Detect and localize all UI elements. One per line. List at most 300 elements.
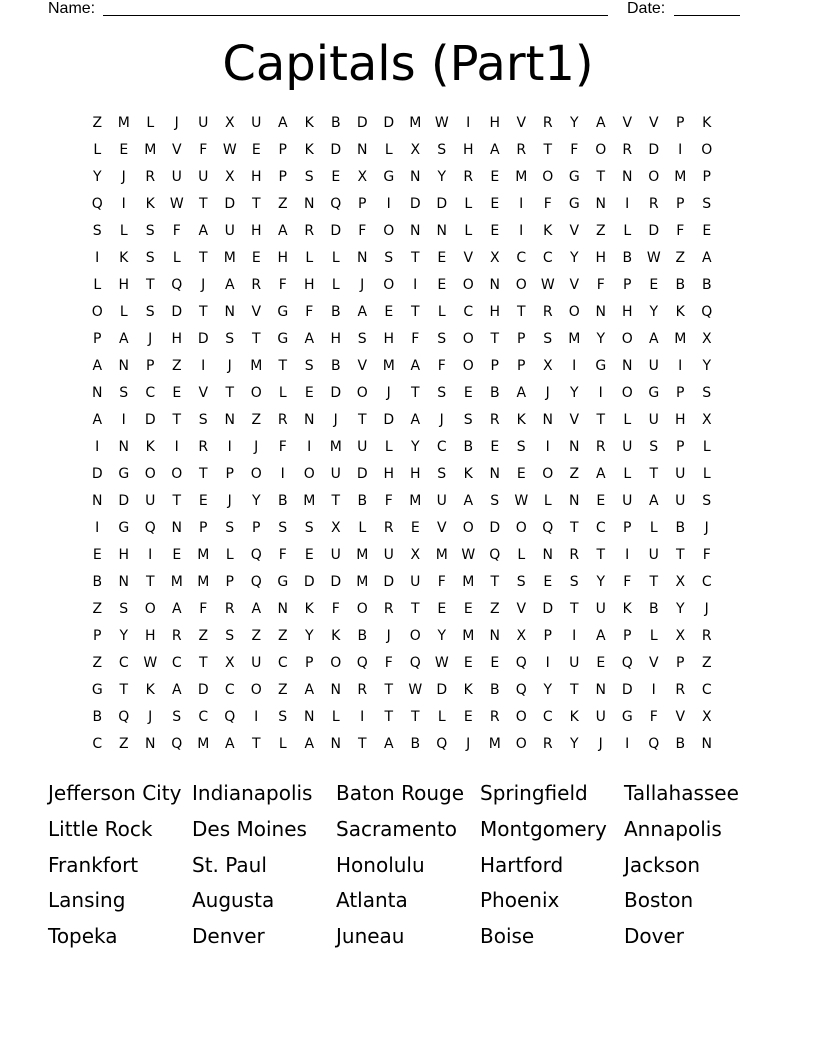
- grid-letter[interactable]: H: [303, 277, 315, 293]
- grid-letter[interactable]: P: [278, 142, 287, 158]
- grid-letter[interactable]: M: [356, 547, 369, 563]
- grid-letter[interactable]: I: [95, 520, 100, 536]
- grid-letter[interactable]: V: [569, 223, 580, 239]
- grid-letter[interactable]: V: [516, 601, 527, 617]
- grid-letter[interactable]: L: [331, 709, 340, 725]
- grid-letter[interactable]: T: [384, 709, 394, 725]
- grid-letter[interactable]: S: [543, 331, 553, 347]
- grid-letter[interactable]: R: [701, 628, 712, 644]
- grid-letter[interactable]: R: [516, 142, 527, 158]
- grid-letter[interactable]: Q: [224, 709, 236, 725]
- grid-letter[interactable]: O: [409, 628, 421, 644]
- grid-letter[interactable]: M: [144, 142, 157, 158]
- grid-letter[interactable]: D: [330, 142, 342, 158]
- grid-letter[interactable]: X: [701, 709, 712, 725]
- grid-letter[interactable]: X: [675, 574, 686, 590]
- grid-letter[interactable]: Z: [277, 196, 288, 212]
- grid-letter[interactable]: N: [436, 223, 447, 239]
- grid-letter[interactable]: W: [514, 493, 529, 509]
- grid-letter[interactable]: A: [304, 736, 315, 752]
- grid-letter[interactable]: Z: [595, 223, 606, 239]
- grid-letter[interactable]: P: [305, 655, 314, 671]
- grid-letter[interactable]: I: [95, 250, 100, 266]
- grid-letter[interactable]: M: [117, 115, 130, 131]
- grid-letter[interactable]: L: [225, 547, 234, 563]
- grid-letter[interactable]: S: [92, 223, 102, 239]
- grid-letter[interactable]: S: [437, 142, 447, 158]
- grid-letter[interactable]: E: [198, 493, 208, 509]
- grid-letter[interactable]: T: [569, 682, 579, 698]
- grid-letter[interactable]: L: [543, 493, 552, 509]
- grid-letter[interactable]: Z: [277, 682, 288, 698]
- grid-letter[interactable]: P: [225, 574, 234, 590]
- grid-letter[interactable]: F: [676, 223, 685, 239]
- grid-letter[interactable]: V: [569, 277, 580, 293]
- grid-letter[interactable]: I: [572, 628, 577, 644]
- grid-letter[interactable]: J: [148, 709, 153, 725]
- grid-letter[interactable]: Y: [543, 682, 553, 698]
- grid-letter[interactable]: S: [437, 331, 447, 347]
- grid-letter[interactable]: E: [490, 196, 500, 212]
- grid-letter[interactable]: K: [145, 439, 155, 455]
- grid-letter[interactable]: N: [277, 601, 288, 617]
- grid-letter[interactable]: T: [490, 331, 500, 347]
- grid-letter[interactable]: G: [277, 574, 289, 590]
- grid-letter[interactable]: J: [201, 277, 206, 293]
- grid-letter[interactable]: T: [225, 385, 235, 401]
- grid-letter[interactable]: C: [542, 250, 553, 266]
- grid-letter[interactable]: S: [516, 574, 526, 590]
- grid-letter[interactable]: N: [595, 196, 606, 212]
- grid-letter[interactable]: I: [545, 439, 550, 455]
- grid-letter[interactable]: T: [543, 142, 553, 158]
- grid-letter[interactable]: C: [463, 304, 474, 320]
- grid-letter[interactable]: O: [144, 601, 156, 617]
- grid-letter[interactable]: R: [383, 601, 394, 617]
- grid-letter[interactable]: T: [198, 250, 208, 266]
- grid-letter[interactable]: F: [199, 142, 208, 158]
- grid-letter[interactable]: L: [437, 304, 446, 320]
- grid-letter[interactable]: A: [410, 412, 421, 428]
- grid-letter[interactable]: H: [595, 250, 607, 266]
- grid-letter[interactable]: D: [621, 682, 633, 698]
- grid-letter[interactable]: A: [251, 601, 262, 617]
- grid-letter[interactable]: F: [437, 574, 446, 590]
- grid-letter[interactable]: F: [543, 196, 552, 212]
- grid-letter[interactable]: B: [489, 385, 500, 401]
- grid-letter[interactable]: Q: [542, 520, 554, 536]
- grid-letter[interactable]: E: [119, 142, 129, 158]
- grid-letter[interactable]: T: [410, 709, 420, 725]
- grid-letter[interactable]: R: [383, 520, 394, 536]
- grid-letter[interactable]: I: [625, 547, 630, 563]
- grid-letter[interactable]: S: [304, 169, 314, 185]
- grid-letter[interactable]: C: [436, 439, 447, 455]
- grid-letter[interactable]: L: [331, 250, 340, 266]
- grid-letter[interactable]: Y: [119, 628, 129, 644]
- grid-letter[interactable]: Q: [250, 547, 262, 563]
- grid-letter[interactable]: M: [515, 169, 528, 185]
- grid-letter[interactable]: F: [570, 142, 579, 158]
- grid-letter[interactable]: A: [224, 736, 235, 752]
- grid-letter[interactable]: D: [118, 493, 130, 509]
- grid-letter[interactable]: S: [384, 250, 394, 266]
- grid-letter[interactable]: F: [649, 709, 658, 725]
- grid-letter[interactable]: F: [437, 358, 446, 374]
- grid-letter[interactable]: D: [489, 520, 501, 536]
- grid-letter[interactable]: U: [622, 493, 633, 509]
- grid-letter[interactable]: B: [463, 439, 474, 455]
- grid-letter[interactable]: T: [410, 385, 420, 401]
- grid-letter[interactable]: H: [383, 466, 395, 482]
- grid-letter[interactable]: O: [383, 223, 395, 239]
- grid-letter[interactable]: U: [145, 493, 156, 509]
- grid-letter[interactable]: T: [596, 169, 606, 185]
- grid-letter[interactable]: Q: [515, 682, 527, 698]
- grid-letter[interactable]: S: [304, 520, 314, 536]
- grid-letter[interactable]: C: [542, 709, 553, 725]
- grid-letter[interactable]: G: [118, 466, 130, 482]
- grid-letter[interactable]: R: [489, 412, 500, 428]
- grid-letter[interactable]: P: [676, 439, 685, 455]
- grid-letter[interactable]: C: [701, 574, 712, 590]
- date-blank-line[interactable]: [674, 15, 740, 16]
- grid-letter[interactable]: I: [413, 277, 418, 293]
- grid-letter[interactable]: Z: [489, 601, 500, 617]
- grid-letter[interactable]: R: [595, 439, 606, 455]
- grid-letter[interactable]: T: [596, 547, 606, 563]
- grid-letter[interactable]: A: [118, 331, 129, 347]
- grid-letter[interactable]: V: [569, 412, 580, 428]
- grid-letter[interactable]: F: [702, 547, 711, 563]
- grid-letter[interactable]: R: [675, 682, 686, 698]
- grid-letter[interactable]: D: [224, 196, 236, 212]
- grid-letter[interactable]: X: [489, 250, 500, 266]
- grid-letter[interactable]: C: [145, 385, 156, 401]
- grid-letter[interactable]: A: [383, 736, 394, 752]
- grid-letter[interactable]: Q: [118, 709, 130, 725]
- grid-letter[interactable]: I: [572, 358, 577, 374]
- grid-letter[interactable]: V: [251, 304, 262, 320]
- grid-letter[interactable]: A: [304, 682, 315, 698]
- grid-letter[interactable]: T: [172, 493, 182, 509]
- grid-letter[interactable]: A: [463, 493, 474, 509]
- grid-letter[interactable]: Y: [596, 574, 606, 590]
- grid-letter[interactable]: R: [622, 142, 633, 158]
- grid-letter[interactable]: Q: [144, 520, 156, 536]
- grid-letter[interactable]: S: [145, 223, 155, 239]
- grid-letter[interactable]: E: [251, 250, 261, 266]
- grid-letter[interactable]: O: [515, 277, 527, 293]
- grid-letter[interactable]: Y: [437, 169, 447, 185]
- grid-letter[interactable]: G: [383, 169, 395, 185]
- grid-letter[interactable]: N: [304, 412, 315, 428]
- grid-letter[interactable]: O: [568, 304, 580, 320]
- grid-letter[interactable]: H: [118, 547, 130, 563]
- grid-letter[interactable]: B: [357, 628, 368, 644]
- grid-letter[interactable]: B: [489, 682, 500, 698]
- grid-letter[interactable]: L: [384, 439, 393, 455]
- grid-letter[interactable]: O: [250, 466, 262, 482]
- grid-letter[interactable]: D: [436, 682, 448, 698]
- grid-letter[interactable]: E: [172, 385, 182, 401]
- grid-letter[interactable]: K: [516, 412, 526, 428]
- grid-letter[interactable]: N: [595, 304, 606, 320]
- grid-letter[interactable]: X: [357, 169, 368, 185]
- grid-letter[interactable]: T: [649, 466, 659, 482]
- grid-letter[interactable]: O: [171, 466, 183, 482]
- grid-letter[interactable]: C: [171, 655, 182, 671]
- grid-letter[interactable]: O: [542, 169, 554, 185]
- grid-letter[interactable]: O: [515, 520, 527, 536]
- grid-letter[interactable]: E: [490, 169, 500, 185]
- grid-letter[interactable]: G: [118, 520, 130, 536]
- grid-letter[interactable]: Z: [277, 628, 288, 644]
- grid-letter[interactable]: S: [119, 385, 129, 401]
- grid-letter[interactable]: I: [307, 439, 312, 455]
- grid-letter[interactable]: N: [542, 547, 553, 563]
- grid-letter[interactable]: E: [437, 277, 447, 293]
- grid-letter[interactable]: H: [621, 304, 633, 320]
- grid-letter[interactable]: K: [543, 223, 553, 239]
- grid-letter[interactable]: G: [568, 196, 580, 212]
- grid-letter[interactable]: Z: [92, 601, 103, 617]
- grid-letter[interactable]: L: [305, 250, 314, 266]
- grid-letter[interactable]: Q: [621, 655, 633, 671]
- grid-letter[interactable]: S: [145, 250, 155, 266]
- grid-letter[interactable]: P: [146, 358, 155, 374]
- grid-letter[interactable]: S: [119, 601, 129, 617]
- grid-letter[interactable]: U: [330, 466, 341, 482]
- grid-letter[interactable]: P: [252, 520, 261, 536]
- grid-letter[interactable]: R: [198, 439, 209, 455]
- grid-letter[interactable]: M: [197, 547, 210, 563]
- grid-letter[interactable]: O: [250, 682, 262, 698]
- grid-letter[interactable]: C: [516, 250, 527, 266]
- grid-letter[interactable]: Q: [409, 655, 421, 671]
- grid-letter[interactable]: X: [701, 331, 712, 347]
- grid-letter[interactable]: K: [675, 304, 685, 320]
- grid-letter[interactable]: E: [410, 520, 420, 536]
- grid-letter[interactable]: T: [251, 736, 261, 752]
- grid-letter[interactable]: U: [595, 601, 606, 617]
- grid-letter[interactable]: U: [251, 655, 262, 671]
- grid-letter[interactable]: M: [170, 574, 183, 590]
- grid-letter[interactable]: Y: [702, 358, 712, 374]
- grid-letter[interactable]: O: [383, 277, 395, 293]
- grid-letter[interactable]: X: [410, 547, 421, 563]
- grid-letter[interactable]: X: [542, 358, 553, 374]
- grid-letter[interactable]: U: [595, 709, 606, 725]
- grid-letter[interactable]: B: [92, 574, 103, 590]
- grid-letter[interactable]: Z: [251, 412, 262, 428]
- grid-letter[interactable]: O: [330, 655, 342, 671]
- grid-letter[interactable]: I: [360, 709, 365, 725]
- grid-letter[interactable]: P: [623, 628, 632, 644]
- grid-letter[interactable]: L: [93, 142, 102, 158]
- grid-letter[interactable]: G: [91, 682, 103, 698]
- grid-letter[interactable]: L: [464, 223, 473, 239]
- grid-letter[interactable]: G: [277, 304, 289, 320]
- grid-letter[interactable]: I: [598, 385, 603, 401]
- grid-letter[interactable]: R: [224, 601, 235, 617]
- grid-letter[interactable]: O: [542, 466, 554, 482]
- grid-letter[interactable]: L: [623, 412, 632, 428]
- grid-letter[interactable]: I: [519, 223, 524, 239]
- grid-letter[interactable]: K: [622, 601, 632, 617]
- grid-letter[interactable]: B: [330, 358, 341, 374]
- grid-letter[interactable]: Z: [171, 358, 182, 374]
- grid-letter[interactable]: B: [622, 250, 633, 266]
- grid-letter[interactable]: E: [251, 142, 261, 158]
- grid-letter[interactable]: D: [330, 574, 342, 590]
- grid-letter[interactable]: M: [462, 574, 475, 590]
- grid-letter[interactable]: Q: [648, 736, 660, 752]
- grid-letter[interactable]: A: [277, 223, 288, 239]
- grid-letter[interactable]: G: [595, 358, 607, 374]
- grid-letter[interactable]: O: [462, 358, 474, 374]
- grid-letter[interactable]: O: [595, 142, 607, 158]
- grid-letter[interactable]: Y: [569, 385, 579, 401]
- grid-letter[interactable]: Y: [569, 250, 579, 266]
- grid-letter[interactable]: H: [118, 277, 130, 293]
- grid-letter[interactable]: M: [409, 493, 422, 509]
- grid-letter[interactable]: F: [596, 277, 605, 293]
- grid-letter[interactable]: X: [224, 655, 235, 671]
- grid-letter[interactable]: K: [463, 682, 473, 698]
- grid-letter[interactable]: D: [436, 196, 448, 212]
- grid-letter[interactable]: S: [225, 520, 235, 536]
- grid-letter[interactable]: L: [358, 520, 367, 536]
- grid-letter[interactable]: P: [490, 358, 499, 374]
- grid-letter[interactable]: I: [174, 439, 179, 455]
- grid-letter[interactable]: D: [330, 223, 342, 239]
- grid-letter[interactable]: M: [223, 250, 236, 266]
- grid-letter[interactable]: S: [702, 385, 712, 401]
- grid-letter[interactable]: H: [250, 169, 262, 185]
- grid-letter[interactable]: U: [436, 493, 447, 509]
- grid-letter[interactable]: U: [675, 493, 686, 509]
- grid-letter[interactable]: T: [675, 547, 685, 563]
- grid-letter[interactable]: D: [542, 601, 554, 617]
- grid-letter[interactable]: Q: [171, 736, 183, 752]
- grid-letter[interactable]: E: [172, 547, 182, 563]
- grid-letter[interactable]: L: [437, 709, 446, 725]
- grid-letter[interactable]: E: [437, 250, 447, 266]
- grid-letter[interactable]: U: [675, 466, 686, 482]
- grid-letter[interactable]: R: [569, 547, 580, 563]
- grid-letter[interactable]: E: [596, 493, 606, 509]
- grid-letter[interactable]: F: [384, 655, 393, 671]
- grid-letter[interactable]: C: [224, 682, 235, 698]
- grid-letter[interactable]: D: [330, 385, 342, 401]
- grid-letter[interactable]: X: [701, 412, 712, 428]
- grid-letter[interactable]: L: [649, 628, 658, 644]
- grid-letter[interactable]: I: [651, 682, 656, 698]
- grid-letter[interactable]: T: [569, 601, 579, 617]
- grid-letter[interactable]: O: [462, 277, 474, 293]
- grid-letter[interactable]: Q: [91, 196, 103, 212]
- grid-letter[interactable]: J: [174, 115, 179, 131]
- grid-letter[interactable]: F: [278, 277, 287, 293]
- grid-letter[interactable]: B: [357, 493, 368, 509]
- grid-letter[interactable]: F: [278, 439, 287, 455]
- grid-letter[interactable]: N: [171, 520, 182, 536]
- grid-letter[interactable]: T: [198, 304, 208, 320]
- grid-letter[interactable]: Q: [356, 655, 368, 671]
- grid-letter[interactable]: R: [171, 628, 182, 644]
- grid-letter[interactable]: W: [461, 547, 476, 563]
- grid-letter[interactable]: A: [489, 142, 500, 158]
- grid-letter[interactable]: K: [569, 709, 579, 725]
- grid-letter[interactable]: H: [409, 466, 421, 482]
- grid-letter[interactable]: N: [410, 169, 421, 185]
- grid-letter[interactable]: S: [702, 196, 712, 212]
- grid-letter[interactable]: V: [198, 385, 209, 401]
- grid-letter[interactable]: S: [278, 709, 288, 725]
- grid-letter[interactable]: U: [198, 169, 209, 185]
- grid-letter[interactable]: M: [329, 439, 342, 455]
- grid-letter[interactable]: W: [646, 250, 661, 266]
- grid-letter[interactable]: N: [622, 358, 633, 374]
- grid-letter[interactable]: S: [569, 574, 579, 590]
- grid-letter[interactable]: O: [144, 466, 156, 482]
- grid-letter[interactable]: T: [198, 655, 208, 671]
- grid-letter[interactable]: F: [278, 547, 287, 563]
- grid-letter[interactable]: N: [118, 358, 129, 374]
- grid-letter[interactable]: E: [516, 466, 526, 482]
- grid-letter[interactable]: X: [410, 142, 421, 158]
- grid-letter[interactable]: B: [330, 304, 341, 320]
- grid-letter[interactable]: X: [675, 628, 686, 644]
- grid-letter[interactable]: N: [118, 439, 129, 455]
- grid-letter[interactable]: U: [648, 358, 659, 374]
- grid-letter[interactable]: U: [569, 655, 580, 671]
- grid-letter[interactable]: J: [704, 601, 709, 617]
- grid-letter[interactable]: F: [305, 304, 314, 320]
- grid-letter[interactable]: J: [386, 628, 391, 644]
- grid-letter[interactable]: J: [386, 385, 391, 401]
- grid-letter[interactable]: Q: [489, 547, 501, 563]
- grid-letter[interactable]: J: [254, 439, 259, 455]
- grid-letter[interactable]: K: [119, 250, 129, 266]
- grid-letter[interactable]: T: [251, 196, 261, 212]
- grid-letter[interactable]: T: [278, 358, 288, 374]
- grid-letter[interactable]: Z: [118, 736, 129, 752]
- grid-letter[interactable]: S: [145, 304, 155, 320]
- grid-letter[interactable]: I: [121, 196, 126, 212]
- grid-letter[interactable]: O: [621, 331, 633, 347]
- grid-letter[interactable]: G: [277, 331, 289, 347]
- grid-letter[interactable]: F: [411, 331, 420, 347]
- grid-letter[interactable]: U: [410, 574, 421, 590]
- grid-letter[interactable]: Y: [92, 169, 102, 185]
- grid-letter[interactable]: L: [278, 385, 287, 401]
- grid-letter[interactable]: T: [490, 574, 500, 590]
- grid-letter[interactable]: J: [227, 358, 232, 374]
- grid-letter[interactable]: C: [118, 655, 129, 671]
- grid-letter[interactable]: D: [409, 196, 421, 212]
- grid-letter[interactable]: T: [198, 196, 208, 212]
- grid-letter[interactable]: L: [649, 520, 658, 536]
- grid-letter[interactable]: M: [568, 331, 581, 347]
- grid-letter[interactable]: P: [676, 115, 685, 131]
- grid-letter[interactable]: F: [199, 601, 208, 617]
- grid-letter[interactable]: Q: [250, 574, 262, 590]
- grid-letter[interactable]: O: [515, 736, 527, 752]
- grid-letter[interactable]: L: [278, 736, 287, 752]
- grid-letter[interactable]: N: [118, 574, 129, 590]
